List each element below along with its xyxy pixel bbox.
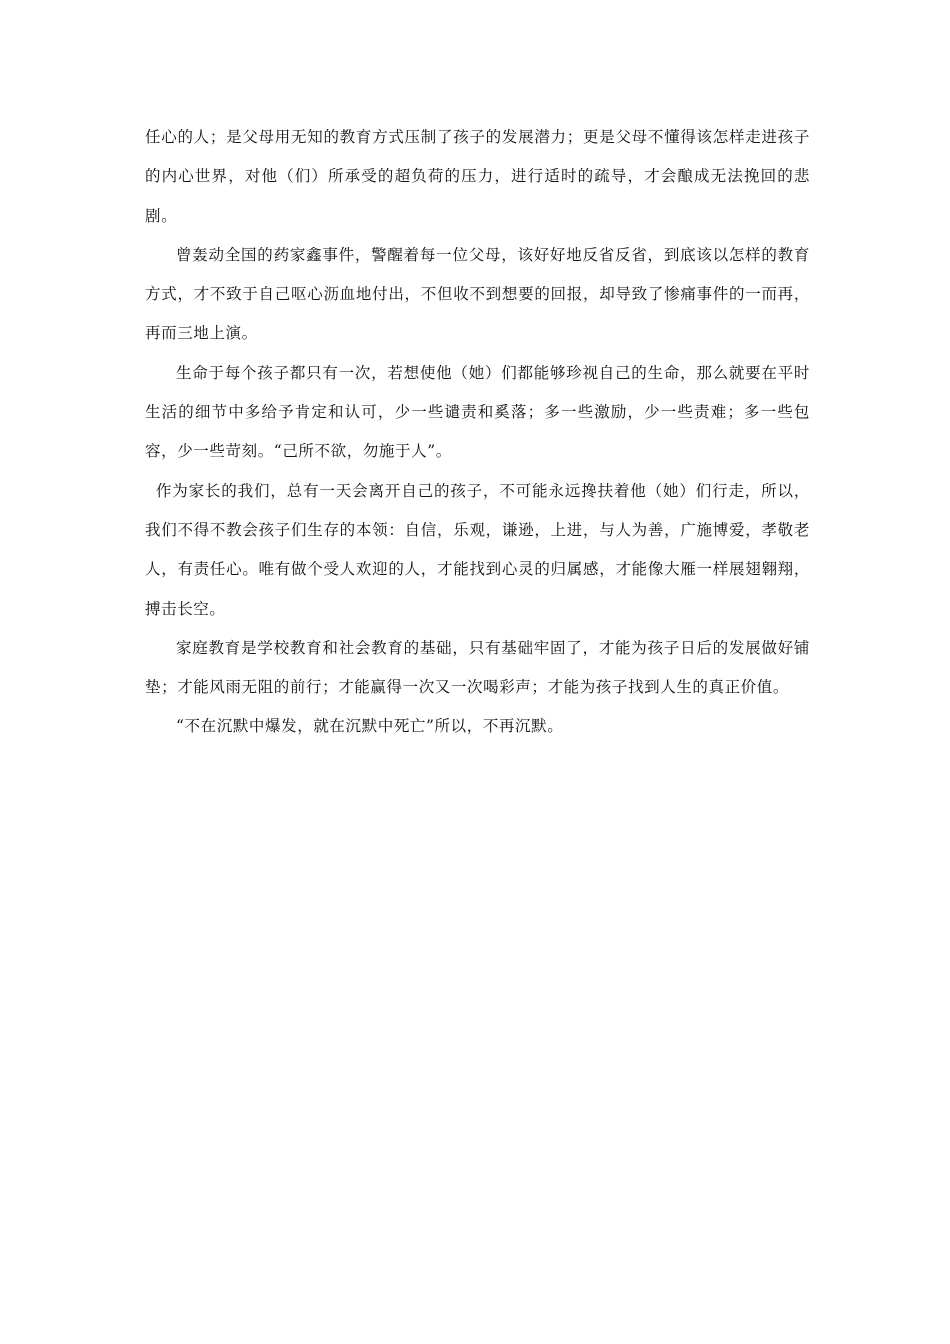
paragraph-continuation: 任心的人；是父母用无知的教育方式压制了孩子的发展潜力；更是父母不懂得该怎样走进孩子的内心世界，对他（们）所承受的超负荷的压力，进行适时的疏导，才会酿成无法挽回的悲剧。 <box>145 128 810 225</box>
paragraph-yaojiaxin-event: 曾轰动全国的药家鑫事件，警醒着每一位父母，该好好地反省反省，到底该以怎样的教育方式，才不致于自己呕心沥血地付出，不但收不到想要的回报，却导致了惨痛事件的一而再，再而三地上演。 <box>145 245 810 343</box>
paragraph-closing-quote: “不在沉默中爆发，就在沉默中死亡”所以，不再沉默。 <box>176 717 564 736</box>
paragraph-family-education: 家庭教育是学校教育和社会教育的基础，只有基础牢固了，才能为孩子日后的发展做好铺垫；才能风雨无阻的前行；才能赢得一次又一次喝彩声；才能为孩子找到人生的真正价值。 <box>145 638 810 697</box>
document-body <box>145 118 810 747</box>
paragraph-cherish-life: 生命于每个孩子都只有一次，若想使他（她）们都能够珍视自己的生命，那么就要在平时生活的细节中多给予肯定和认可，少一些谴责和奚落；多一些激励，少一些责难；多一些包容，少一些苛刻。“己所不欲，勿施于人”。 <box>145 363 810 461</box>
paragraph-parents-role: 作为家长的我们，总有一天会离开自己的孩子，不可能永远搀扶着他（她）们行走，所以，我们不得不教会孩子们生存的本领：自信，乐观，谦逊，上进，与人为善，广施博爱，孝敬老人，有责任心。唯有做个受人欢迎的人，才能找到心灵的归属感，才能像大雁一样展翅翱翔，搏击长空。 <box>145 481 810 618</box>
